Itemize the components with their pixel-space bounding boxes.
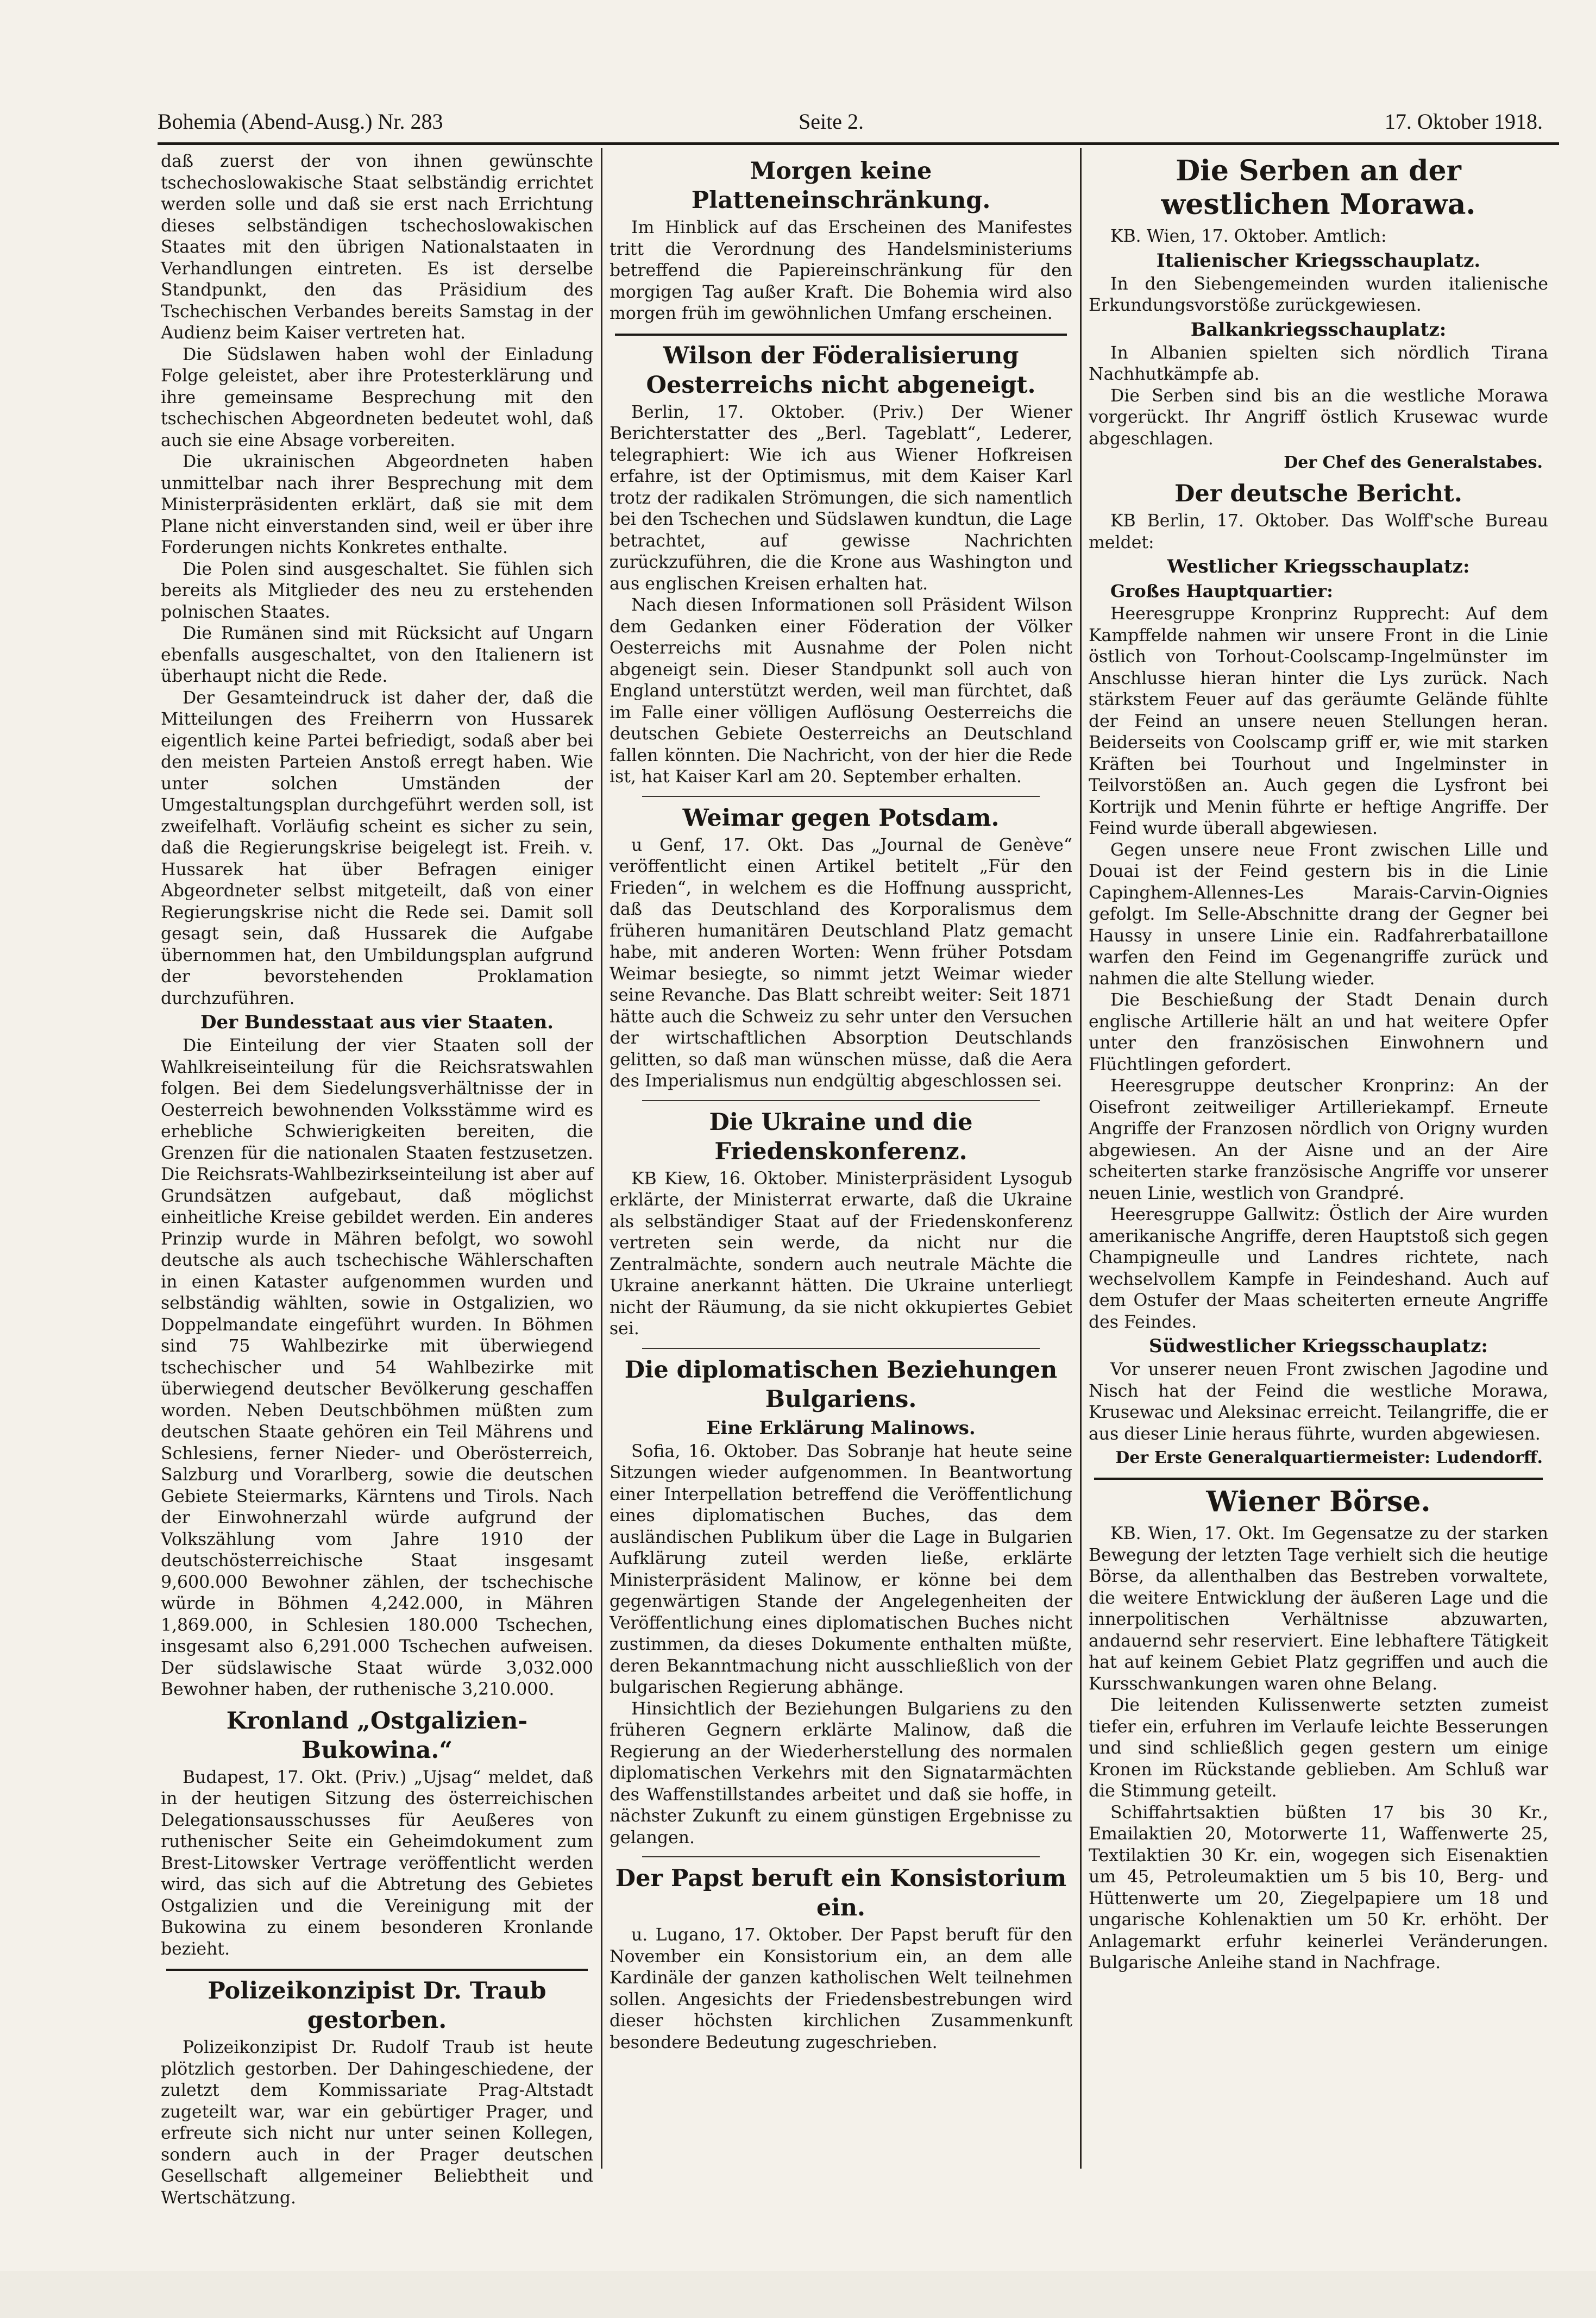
article-paragraph: Gegen unsere neue Front zwischen Lille und Douai ist der Feind gestern bis in die Linie Capinghem-Allennes-Les Marais-Carvin-Oignies gefolgt. Im Selle-Abschnitte drang der Gegner bei Haussy in unsere Linie ein. Radfahrerbataillone warfen den Feind im Gegenangriffe zurück und nahmen die alte Stellung wieder. [1089, 840, 1548, 989]
article-headline: Die Serben an der westlichen Morawa. [1161, 154, 1476, 221]
page-header [158, 103, 1564, 138]
section-subheading: Balkankriegsschauplatz: [1190, 318, 1447, 341]
article-separator [1094, 1478, 1543, 1480]
article-headline: Morgen keine Platteneinschränkung. [691, 158, 991, 214]
article-paragraph: Schiffahrtsaktien büßten 17 bis 30 Kr., Emailaktien 20, Motorwerte 11, Waffenwerte 25, Textilaktien 30 Kr. ein, wogegen sich Eisenaktien um 45, Petroleumaktien um 5 bis 10, Berg- und Hüttenwerte um 20, Ziegelpapiere um 18 und ungarische Kohlenaktien um 50 Kr. erhöht. Der Anlagemarkt erfuhr keinerlei Veränderungen. Bulgarische Anleihe stand in Nachfrage. [1089, 1802, 1548, 1973]
article-paragraph: u. Lugano, 17. Oktober. Der Papst beruft für den November ein Konsistorium ein, an dem alle Kardinäle der ganzen katholischen Welt teilnehmen sollen. Angesichts der Friedensbestrebungen wird dieser höchsten kirchlichen Zusammenkunft besondere Bedeutung zugeschrieben. [610, 1925, 1072, 2052]
article-separator [642, 1100, 1040, 1101]
header-rule [158, 142, 1559, 145]
article-paragraph: Budapest, 17. Okt. (Priv.) „Ujsag“ meldet, daß in der heutigen Sitzung des österreichischen Delegationsausschusses für Aeußeres von ruthenischer Seite ein Geheimdokument zum Brest-Litowsker Vertrage veröffentlicht werden wird, das sich auf die Abtretung des Gebietes Ostgalizien und die Vereinigung mit der Bukowina zu einem besonderen Kronlande bezieht. [161, 1767, 593, 1959]
article-separator [642, 1856, 1040, 1857]
header-masthead: Bohemia (Abend-Ausg.) Nr. 283 [158, 109, 443, 134]
article-paragraph: Die Rumänen sind mit Rücksicht auf Ungarn ebenfalls ausgeschaltet, von den Italienern ist überhaupt nicht die Rede. [161, 624, 593, 686]
article-separator [642, 796, 1040, 797]
article-paragraph: Die Südslawen haben wohl der Einladung Folge geleistet, aber ihre Protesterklärung und ihre gemeinsame Besprechung mit den tschechischen Abgeordneten bedeutet wohl, daß auch sie eine Absage vorbereiten. [161, 344, 593, 450]
report-signature: Der Erste Generalquartiermeister: Ludendorff. [1115, 1448, 1543, 1467]
section-subheading: Südwestlicher Kriegsschauplatz: [1149, 1335, 1488, 1357]
article-paragraph: Die Serben sind bis an die westliche Morawa vorgerückt. Ihr Angriff östlich Krusewac wurde abgeschlagen. [1089, 386, 1548, 449]
article-paragraph: KB. Wien, 17. Okt. Im Gegensatze zu der starken Bewegung der letzten Tage verhielt sich die heutige Börse, da allenthalben das Bestreben vorwaltete, die weitere Entwicklung der äußeren Lage und die innerpolitischen Verhältnisse abzuwarten, andauernd sehr reserviert. Eine lebhaftere Tätigkeit hat auf keinem Gebiet Platz gegriffen und auch die Kursschwankungen waren ohne Belang. [1089, 1524, 1548, 1694]
article-headline: Weimar gegen Potsdam. [682, 804, 1000, 832]
article-paragraph: Nach diesen Informationen soll Präsident Wilson dem Gedanken einer Föderation der Völker Oesterreichs mit Ausnahme der Polen nicht abgeneigt sein. Dieser Standpunkt soll auch von England unterstützt werden, weil man fürchtet, daß im Falle einer völligen Auflösung Oesterreichs die deutschen Gebiete Oesterreichs an Deutschland fallen könnten. Die Nachricht, von der hier die Rede ist, hat Kaiser Karl am 20. September erhalten. [610, 595, 1072, 787]
section-subheading: Italienischer Kriegsschauplatz. [1156, 249, 1481, 272]
article-headline: Der deutsche Bericht. [1174, 480, 1462, 507]
article-paragraph: Hinsichtlich der Beziehungen Bulgariens zu den früheren Gegnern erklärte Malinow, daß die Regierung an der Wiederherstellung des normalen diplomatischen Verkehrs mit den Signatarmächten des Waffenstillstandes arbeitet und daß sie hoffe, in nächster Zukunft zu einem günstigen Ergebnisse zu gelangen. [610, 1699, 1072, 1848]
article-headline: Die diplomatischen Beziehungen Bulgariens. [624, 1356, 1058, 1413]
article-paragraph: Die Einteilung der vier Staaten soll der Wahlkreiseinteilung für die Reichsratswahlen folgen. Bei dem Siedelungsverhältnisse der in Oesterreich bewohnenden Volksstämme wird es erhebliche Schwierigkeiten bereiten, die Grenzen für die nationalen Staaten festzusetzen. Die Reichsrats-Wahlbezirkseinteilung ist aber auf Grundsätzen aufgebaut, daß möglichst einheitliche Kreise gebildet werden. Ein anderes Prinzip wurde in Mähren befolgt, wo sowohl deutsche als auch tschechische Wählerschaften in einen Kataster aufgenommen wurden und selbständig wählten, sowie in Ostgalizien, wo Doppelmandate eingeführt wurden. In Böhmen sind 75 Wahlbezirke mit überwiegend tschechischer und 54 Wahlbezirke mit überwiegend deutscher Bevölkerung geschaffen worden. Neben Deutschböhmen müßten zum deutschen Staate gehören ein Teil Mährens und Schlesiens, ferner Nieder- und Oberösterreich, Salzburg und Vorarlberg, sowie die deutschen Gebiete Steiermarks, Kärntens und Tirols. Nach der Einwohnerzahl würde aufgrund der Volkszählung vom Jahre 1910 der deutschösterreichische Staat insgesamt 9,600.000 Bewohner zählen, der tschechische würde in Böhmen 4,242.000, in Mähren 1,869.000, in Schlesien 180.000 Tschechen, insgesamt also 6,291.000 Tschechen aufweisen. Der südslawische Staat würde 3,032.000 Bewohner haben, der ruthenische 3,210.000. [161, 1036, 593, 1699]
column-1 [161, 151, 593, 2208]
header-page-number: Seite 2. [799, 109, 864, 134]
article-paragraph: In den Siebengemeinden wurden italienische Erkundungsvorstöße zurückgewiesen. [1089, 274, 1548, 315]
article-paragraph: u Genf, 17. Okt. Das „Journal de Genève“ veröffentlicht einen Artikel betitelt „Für den Frieden“, in welchem es die Hoffnung ausspricht, daß das Deutschland des Korporalismus dem früheren humanitären Deutschland Platz gemacht habe, mit anderen Worten: Wenn früher Potsdam Weimar besiegte, so nimmt jetzt Weimar wieder seine Revanche. Das Blatt schreibt weiter: Seit 1871 hätte auch die Schweiz zu sehr unter den Versuchen der wirtschaftlichen Absorption Deutschlands gelitten, so daß man wünschen müsse, daß die Aera des Imperialismus nun endgültig abgeschlossen sei. [610, 835, 1072, 1091]
article-paragraph: In Albanien spielten sich nördlich Tirana Nachhutkämpfe ab. [1089, 343, 1548, 384]
article-headline: Kronland „Ostgalizien-Bukowina.“ [226, 1707, 528, 1764]
section-subheading: Großes Hauptquartier: [1110, 581, 1333, 601]
article-paragraph: KB. Wien, 17. Oktober. Amtlich: [1110, 227, 1387, 246]
article-paragraph: daß zuerst der von ihnen gewünschte tschechoslowakische Staat selbständig errichtet werden solle und daß sie erst nach Errichtung dieses selbständigen tschechoslowakischen Staates mit den übrigen Nationalstaaten in Verhandlungen eintreten. Es ist derselbe Standpunkt, den das Präsidium des Tschechischen Verbandes bereits Samstag in der Audienz beim Kaiser vertreten hat. [161, 152, 593, 343]
article-separator [642, 1348, 1040, 1349]
page-bottom-margin [0, 2271, 1596, 2318]
column-2 [610, 151, 1072, 2188]
article-headline: Wiener Börse. [1206, 1485, 1431, 1518]
article-separator [615, 334, 1067, 336]
article-paragraph: Im Hinblick auf das Erscheinen des Manifestes tritt die Verordnung des Handelsministeriums betreffend die Papiereinschränkung für den morgigen Tag außer Kraft. Die Bohemia wird also morgen früh im gewöhnlichen Umfang erscheinen. [610, 218, 1072, 323]
report-signature: Der Chef des Generalstabes. [1284, 453, 1543, 472]
article-paragraph: KB Kiew, 16. Oktober. Ministerpräsident Lysogub erklärte, der Ministerrat erwarte, daß die Ukraine als selbständiger Staat auf der Friedenskonferenz vertreten sein werde, da nicht nur die Zentralmächte, sondern auch neutrale Mächte die Ukraine anerkannt hätten. Die Ukraine unterliegt nicht der Räumung, da sie nicht okkupiertes Gebiet sei. [610, 1169, 1072, 1339]
article-paragraph: Heeresgruppe deutscher Kronprinz: An der Oisefront zeitweiliger Artilleriekampf. Erneute Angriffe der Franzosen nördlich von Origny wurden abgewiesen. An der Aisne und an der Aire scheiterten starke französische Angriffe vor unserer neuen Linie, westlich von Grandpré. [1089, 1076, 1548, 1203]
article-paragraph: Die ukrainischen Abgeordneten haben unmittelbar nach ihrer Besprechung mit dem Ministerpräsidenten erklärt, daß sie mit dem Plane nicht einverstanden sind, weil er über ihre Forderungen nichts Konkretes enthalte. [161, 452, 593, 557]
article-paragraph: Heeresgruppe Kronprinz Rupprecht: Auf dem Kampffelde nahmen wir unsere Front in die Linie östlich von Torhout-Coolscamp-Ingelmünster im Anschlusse hieran hinter die Lys zurück. Nach stärkstem Feuer auf das geräumte Gelände fühlte der Feind an unsere neuen Stellungen heran. Beiderseits von Coolscamp griff er, wie mit starken Kräften bei Tourhout und Ingelminster in Teilvorstößen an. Auch gegen die Lysfront bei Kortrijk und Menin führte er heftige Angriffe. Der Feind wurde überall abgewiesen. [1089, 604, 1548, 838]
article-paragraph: Die Polen sind ausgeschaltet. Sie fühlen sich bereits als Mitglieder des neu zu erstehenden polnischen Staates. [161, 559, 593, 622]
article-headline: Die Ukraine und die Friedenskonferenz. [709, 1108, 973, 1165]
article-paragraph: Der Gesamteindruck ist daher der, daß die Mitteilungen des Freiherrn von Hussarek eigentlich keine Partei befriedigt, sodaß aber bei den meisten Parteien Anstoß erregt haben. Wie unter solchen Umständen der Umgestaltungsplan durchgeführt werden soll, ist zweifelhaft. Vorläufig scheint es sicher zu sein, daß die Regierungskrise beigelegt ist. Freih. v. Hussarek hat über Befragen einiger Abgeordneter selbst mitgeteilt, daß von einer Regierungskrise nicht die Rede sei. Damit soll gesagt sein, daß Hussarek die Aufgabe übernommen hat, den Umbildungsplan aufgrund der bevorstehenden Proklamation durchzuführen. [161, 688, 593, 1008]
article-separator [166, 1969, 588, 1971]
column-3 [1089, 151, 1548, 2188]
article-paragraph: KB Berlin, 17. Oktober. Das Wolff'sche Bureau meldet: [1089, 511, 1548, 552]
column-rule-2 [1080, 148, 1082, 2169]
column-rule-1 [601, 148, 602, 2169]
article-paragraph: Vor unserer neuen Front zwischen Jagodine und Nisch hat der Feind die westliche Morawa, Krusewac und Aleksinac erreicht. Teilangriffe, die er aus dieser Linie heraus führte, wurden abgewiesen. [1089, 1360, 1548, 1444]
article-headline: Wilson der Föderalisierung Oesterreichs nicht abgeneigt. [646, 342, 1036, 399]
article-paragraph: Heeresgruppe Gallwitz: Östlich der Aire wurden amerikanische Angriffe, deren Hauptstoß sich gegen Champigneulle und Landres richtete, nach wechselvollem Kampfe in Feindeshand. Auch auf dem Ostufer der Maas scheiterten erneute Angriffe des Feindes. [1089, 1205, 1548, 1332]
article-paragraph: Polizeikonzipist Dr. Rudolf Traub ist heute plötzlich gestorben. Der Dahingeschiedene, der zuletzt dem Kommissariate Prag-Altstadt zugeteilt war, war ein gebürtiger Prager, und erfreute sich nicht nur unter seinen Kollegen, sondern auch in der Prager deutschen Gesellschaft allgemeiner Beliebtheit und Wertschätzung. [161, 2038, 593, 2208]
section-subheading: Westlicher Kriegsschauplatz: [1167, 556, 1470, 577]
article-paragraph: Die leitenden Kulissenwerte setzten zumeist tiefer ein, erfuhren im Verlaufe leichte Besserungen und sind schließlich gegen gestern um einige Kronen im Rückstande geblieben. Am Schluß war die Stimmung geteilt. [1089, 1695, 1548, 1801]
article-headline: Polizeikonzipist Dr. Traub gestorben. [208, 1977, 546, 2034]
article-headline: Der Papst beruft ein Konsistorium ein. [615, 1865, 1067, 1921]
header-date: 17. Oktober 1918. [1384, 109, 1543, 134]
section-subheading: Der Bundesstaat aus vier Staaten. [200, 1012, 554, 1033]
article-subheadline: Eine Erklärung Malinows. [706, 1417, 976, 1439]
article-paragraph: Die Beschießung der Stadt Denain durch englische Artillerie hält an und hat weitere Opfer unter den französischen Einwohnern und Flüchtlingen gefordert. [1089, 990, 1548, 1075]
article-paragraph: Sofia, 16. Oktober. Das Sobranje hat heute seine Sitzungen wieder aufgenommen. In Beantwortung einer Interpellation betreffend die Veröffentlichung eines diplomatischen Buches, das dem ausländischen Publikum über die Lage in Bulgarien Aufklärung zuteil werden ließe, erklärte Ministerpräsident Malinow, er könne bei dem gegenwärtigen Stande der Angelegenheiten der Veröffentlichung eines diplomatischen Buches nicht zustimmen, da dieses Dokumente enthalten müßte, deren Bekanntmachung nicht ausschließlich von der bulgarischen Regierung abhänge. [610, 1441, 1072, 1697]
article-paragraph: Berlin, 17. Oktober. (Priv.) Der Wiener Berichterstatter des „Berl. Tageblatt“, Lederer, telegraphiert: Wie ich aus Wiener Hofkreisen erfahre, ist der Optimismus, mit dem Kaiser Karl trotz der radikalen Strömungen, die sich namentlich bei den Tschechen und Südslawen kundtun, die Lage betrachtet, auf gewisse Nachrichten zurückzuführen, die die Krone aus Washington und aus englischen Kreisen erhalten hat. [610, 402, 1072, 594]
